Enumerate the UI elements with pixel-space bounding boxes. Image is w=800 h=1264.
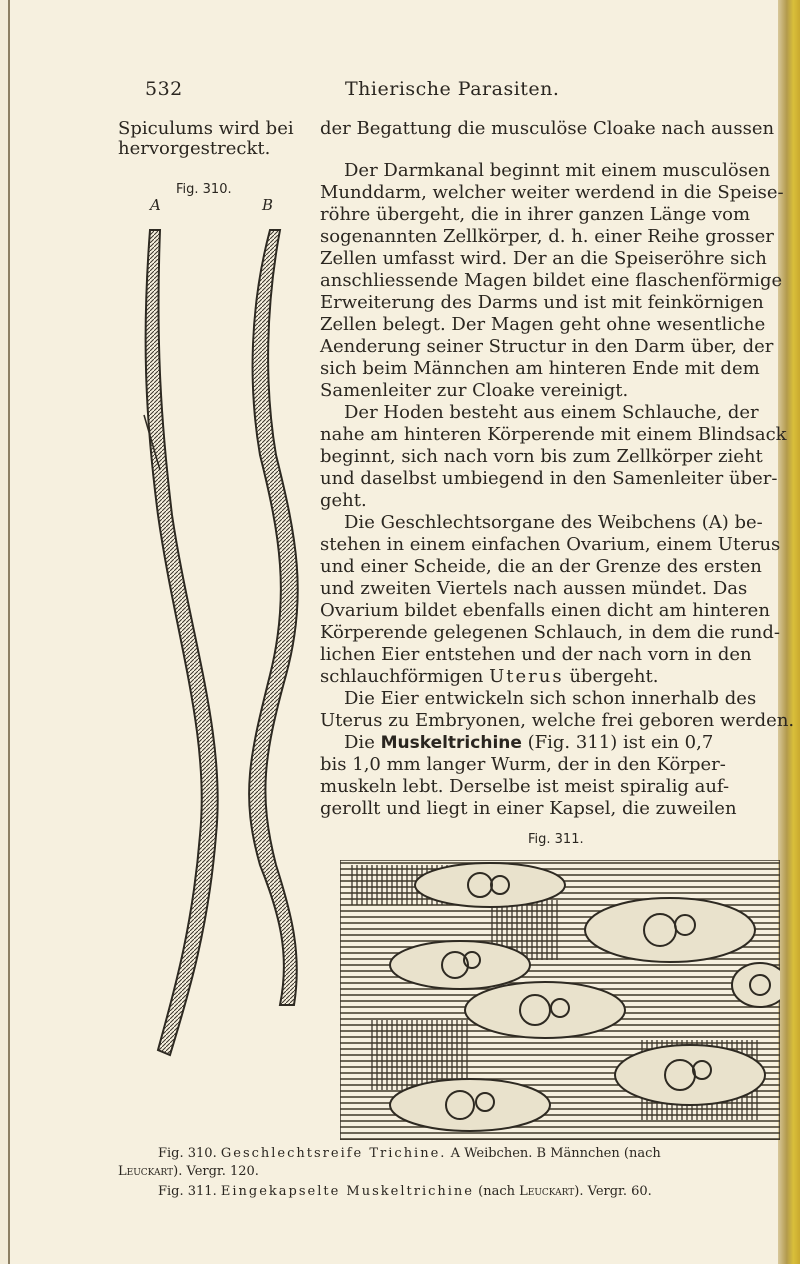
body-line-15: und daselbst umbiegend in den Samenleiter über- (320, 468, 778, 489)
caption-310-title: Geschlechtsreife Trichine. (220, 1146, 447, 1161)
capsule-6 (615, 1045, 765, 1105)
body-line-1: Der Darmkanal beginnt mit einem musculösen (344, 160, 771, 181)
body-line-30: gerollt und liegt in einer Kapsel, die zuweilen (320, 798, 737, 819)
body-line-18: stehen in einem einfachen Ovarium, einem Uterus (320, 534, 781, 555)
body-line-22: Körperende gelegenen Schlauch, in dem die rund- (320, 622, 780, 643)
capsule-5 (390, 1079, 550, 1131)
fig310-label-b: B (262, 196, 274, 214)
body-line-28: bis 1,0 mm langer Wurm, der in den Körper- (320, 754, 726, 775)
page-number: 532 (145, 78, 183, 100)
body-line-27-start: Die (344, 732, 375, 753)
body-line-11: Samenleiter zur Cloake vereinigt. (320, 380, 629, 401)
caption-310-label: Fig. 310. (158, 1146, 217, 1161)
caption-311-label: Fig. 311. (158, 1184, 217, 1199)
caption-311-author: Leuckart (519, 1184, 575, 1199)
body-line-8: Zellen belegt. Der Magen geht ohne wesentliche (320, 314, 766, 335)
body-line-21: Ovarium bildet ebenfalls einen dicht am hinteren (320, 600, 770, 621)
uterus-term: Uterus (489, 666, 564, 687)
body-line-23: lichen Eier entstehen und der nach vorn in den (320, 644, 752, 665)
caption-310-author: Leuckart (118, 1164, 174, 1179)
body-line-24-end: übergeht. (569, 666, 659, 687)
body-line-3: röhre übergeht, die in ihrer ganzen Länge vom (320, 204, 751, 225)
caption-310-line-2 (118, 1164, 259, 1179)
capsule-1 (415, 863, 565, 907)
body-line-27 (344, 732, 713, 754)
body-line-6: anschliessende Magen bildet eine flaschenförmige (320, 270, 783, 291)
body-line-17: Die Geschlechtsorgane des Weibchens (A) be- (344, 512, 763, 533)
caption-311-source: (nach (478, 1184, 515, 1199)
body-line-24 (320, 666, 658, 688)
body-line-9: Aenderung seiner Structur in den Darm über, der (320, 336, 774, 357)
body-line-2: Munddarm, welcher weiter werdend in die Speise- (320, 182, 784, 203)
caption-311-magnification: ). Vergr. 60. (574, 1184, 652, 1199)
body-line-7: Erweiterung des Darms und ist mit feinkörnigen (320, 292, 764, 313)
fig310-label: Fig. 310. (176, 182, 232, 197)
capsule-3 (585, 898, 755, 962)
caption-311-title: Eingekapselte Muskeltrichine (220, 1184, 474, 1199)
body-line-12: Der Hoden besteht aus einem Schlauche, der (344, 402, 759, 423)
male-worm-b (249, 230, 298, 1005)
female-worm-a (146, 230, 218, 1055)
body-line-27-end: (Fig. 311) ist ein 0,7 (527, 732, 714, 753)
body-line-16: geht. (320, 490, 367, 511)
body-line-29: muskeln lebt. Derselbe ist meist spiralig auf- (320, 776, 730, 797)
capsule-2 (390, 941, 530, 989)
body-line-14: beginnt, sich nach vorn bis zum Zellkörper zieht (320, 446, 763, 467)
body-line-26: Uterus zu Embryonen, welche frei geboren werden. (320, 710, 795, 731)
caption-310-magnification: ). Vergr. 120. (173, 1164, 259, 1179)
intro-line-1-left: Spiculums wird bei (118, 118, 294, 139)
capsule-4 (465, 982, 625, 1038)
body-line-25: Die Eier entwickeln sich schon innerhalb des (344, 688, 757, 709)
body-line-13: nahe am hinteren Körperende mit einem Blindsack (320, 424, 787, 445)
body-line-10: sich beim Männchen am hinteren Ende mit dem (320, 358, 760, 379)
fig310-trichina-illustration (130, 215, 330, 1060)
caption-310-detail: A Weibchen. B Männchen (nach (450, 1146, 661, 1161)
intro-line-2: hervorgestreckt. (118, 138, 271, 159)
intro-line-1-right: der Begattung die musculöse Cloake nach aussen (320, 118, 775, 139)
fig311-label: Fig. 311. (528, 832, 584, 847)
body-line-19: und einer Scheide, die an der Grenze des ersten (320, 556, 762, 577)
capsule-7 (732, 963, 780, 1007)
caption-310-line-1 (158, 1146, 661, 1161)
fig311-muscle-trichina-illustration (340, 860, 780, 1140)
running-title: Thierische Parasiten. (345, 78, 560, 100)
caption-311 (158, 1184, 652, 1199)
fig310-label-a: A (150, 196, 161, 214)
muskeltrichine-term: Muskeltrichine (380, 733, 522, 753)
body-line-20: und zweiten Viertels nach aussen mündet. Das (320, 578, 748, 599)
body-line-4: sogenannten Zellkörper, d. h. einer Reihe grosser (320, 226, 774, 247)
body-line-5: Zellen umfasst wird. Der an die Speiseröhre sich (320, 248, 767, 269)
body-line-24-start: schlauchförmigen (320, 666, 484, 687)
